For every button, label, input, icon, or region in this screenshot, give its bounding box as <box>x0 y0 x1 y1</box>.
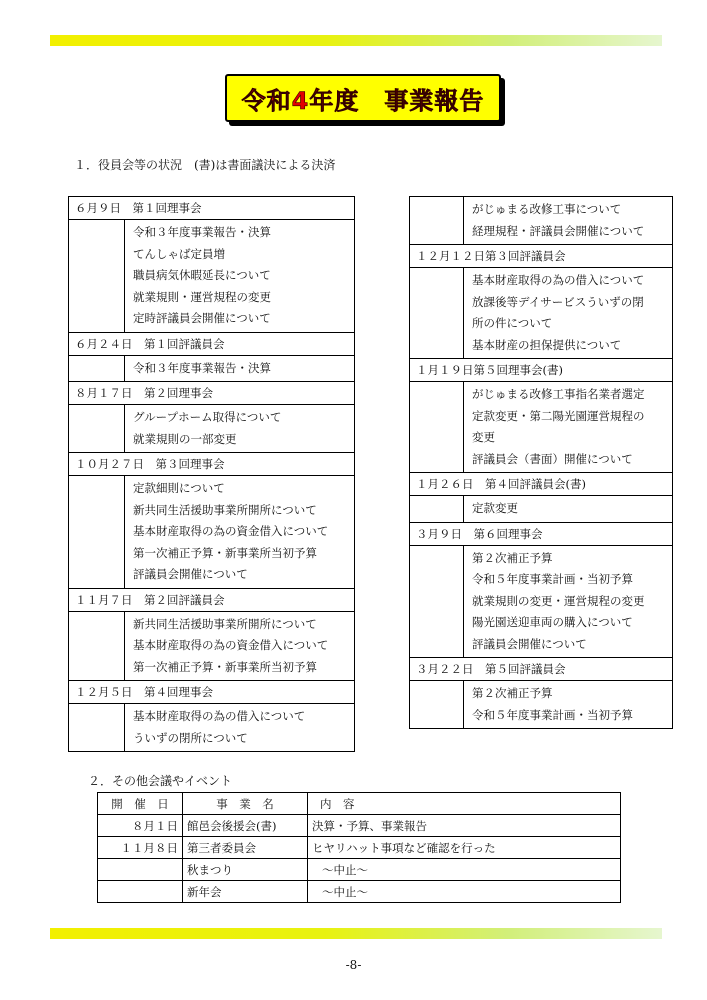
continued-agenda-row <box>410 197 673 245</box>
page-title: 令和4年度 事業報告 <box>241 86 485 115</box>
meeting-header-row <box>69 332 355 355</box>
agenda-item: 令和５年度事業計画・当初予算 <box>472 707 633 722</box>
agenda-item: 就業規則・運営規程の変更 <box>133 289 271 304</box>
agenda-items <box>125 355 355 382</box>
event-date-cell: ８月１日 <box>98 815 183 837</box>
meeting-header-row <box>410 473 673 496</box>
event-name-cell: 秋まつり <box>183 859 308 881</box>
agenda-items <box>125 476 355 589</box>
table-row <box>98 815 621 837</box>
meeting-agenda-row <box>69 476 355 589</box>
event-content-cell: ヒヤリハット事項など確認を行った <box>308 837 621 859</box>
agenda-indent-cell <box>410 681 464 729</box>
meeting-date-title: ８月１７日 第２回理事会 <box>69 382 355 405</box>
agenda-item: 基本財産取得の為の資金借入について <box>133 524 329 538</box>
agenda-item: 評議員会（書面）開催について <box>472 451 633 466</box>
meeting-header-row <box>410 359 673 382</box>
agenda-items <box>464 681 673 729</box>
event-date-cell: １１月８日 <box>98 837 183 859</box>
meeting-date-title: ３月２２日 第５回評議員会 <box>410 658 673 681</box>
agenda-item: 第２次補正予算 <box>472 550 553 565</box>
page-number: -8- <box>345 958 362 972</box>
meeting-header-row <box>69 453 355 476</box>
agenda-item: 評議員会開催について <box>472 636 587 651</box>
meeting-header-row <box>410 522 673 545</box>
other-events-header-row <box>98 793 621 815</box>
right-meetings-table <box>409 196 673 729</box>
agenda-item: 定款細則について <box>133 481 225 495</box>
agenda-item: がじゅまる改修工事について <box>472 202 622 216</box>
agenda-item: 所の件について <box>472 316 553 330</box>
agenda-item: ういずの閉所について <box>133 730 248 745</box>
meeting-agenda-row <box>410 496 673 523</box>
meeting-date-title: １１月７日 第２回評議員会 <box>69 588 355 611</box>
agenda-item: グループホーム取得について <box>133 410 282 424</box>
event-content-cell: ～中止～ <box>308 859 621 881</box>
agenda-items <box>125 611 355 681</box>
column-header-event: 事 業 名 <box>183 793 308 815</box>
agenda-items <box>464 197 673 245</box>
agenda-item: 定款変更・第二陽光園運営規程の <box>472 408 645 423</box>
meeting-header-row <box>69 588 355 611</box>
agenda-indent-cell <box>69 220 125 333</box>
left-meetings-table <box>68 196 355 752</box>
meeting-header-row <box>410 245 673 268</box>
agenda-item: 陽光園送迎車両の購入について <box>472 615 633 629</box>
agenda-items <box>125 220 355 333</box>
section2-heading: ２．その他会議やイベント <box>88 774 233 788</box>
meeting-date-title: ６月２４日 第１回評議員会 <box>69 332 355 355</box>
title-box <box>225 74 501 122</box>
meeting-agenda-row <box>69 704 355 752</box>
agenda-indent-cell <box>69 355 125 382</box>
other-events-table <box>97 792 621 903</box>
agenda-items <box>464 496 673 523</box>
event-content-cell: ～中止～ <box>308 881 621 903</box>
meeting-agenda-row <box>69 611 355 681</box>
meeting-date-title: １２月５日 第４回理事会 <box>69 681 355 704</box>
agenda-item: 新共同生活援助事業所開所について <box>133 616 317 631</box>
agenda-item: 基本財産取得の為の借入について <box>472 273 645 287</box>
event-date-cell <box>98 859 183 881</box>
agenda-item: 令和３年度事業報告・決算 <box>133 360 271 375</box>
agenda-indent-cell <box>410 268 464 359</box>
agenda-item: 評議員会開催について <box>133 567 248 581</box>
table-row <box>98 859 621 881</box>
agenda-item: 就業規則の変更・運営規程の変更 <box>472 593 645 608</box>
agenda-item: 第一次補正予算・新事業所当初予算 <box>133 659 317 674</box>
meeting-agenda-row <box>410 681 673 729</box>
meeting-date-title: ３月９日 第６回理事会 <box>410 522 673 545</box>
meeting-date-title: １月１９日第５回理事会(書) <box>410 359 673 382</box>
meeting-agenda-row <box>69 355 355 382</box>
agenda-items <box>464 545 673 658</box>
meeting-date-title: １月２６日 第４回評議員会(書) <box>410 473 673 496</box>
agenda-item: 放課後等デイサービスういずの閉 <box>472 294 644 309</box>
event-name-cell: 館邑会後援会(書) <box>183 815 308 837</box>
agenda-item: 基本財産の担保提供について <box>472 337 622 352</box>
meeting-header-row <box>69 382 355 405</box>
meeting-agenda-row <box>410 268 673 359</box>
agenda-item: 就業規則の一部変更 <box>133 431 237 446</box>
meeting-date-title: ６月９日 第１回理事会 <box>69 197 355 220</box>
meeting-date-title: １２月１２日第３回評議員会 <box>410 245 673 268</box>
meeting-agenda-row <box>410 382 673 473</box>
agenda-indent-cell <box>69 405 125 453</box>
agenda-item: 定時評議員会開催について <box>133 311 271 325</box>
agenda-indent-cell <box>410 496 464 523</box>
agenda-item: 基本財産取得の為の資金借入について <box>133 638 329 652</box>
agenda-item: 第２次補正予算 <box>472 686 553 700</box>
agenda-item: 新共同生活援助事業所開所について <box>133 502 317 517</box>
meeting-agenda-row <box>410 545 673 658</box>
agenda-indent-cell <box>69 476 125 589</box>
meeting-agenda-row <box>69 405 355 453</box>
agenda-items <box>464 382 673 473</box>
agenda-item: 職員病気休暇延長について <box>133 268 271 282</box>
agenda-item: 経理規程・評議員会開催について <box>472 223 645 238</box>
meeting-header-row <box>69 197 355 220</box>
meeting-date-title: １０月２７日 第３回理事会 <box>69 453 355 476</box>
agenda-indent-cell <box>410 197 464 245</box>
column-header-content: 内 容 <box>308 793 621 815</box>
meeting-header-row <box>69 681 355 704</box>
table-row <box>98 881 621 903</box>
bottom-decorative-bar <box>50 928 662 939</box>
top-decorative-bar <box>50 35 662 46</box>
meeting-agenda-row <box>69 220 355 333</box>
agenda-indent-cell <box>410 382 464 473</box>
section1-heading: １．役員会等の状況 (書)は書面議決による決済 <box>74 158 336 172</box>
agenda-items <box>125 405 355 453</box>
event-date-cell <box>98 881 183 903</box>
agenda-item: 令和５年度事業計画・当初予算 <box>472 572 633 586</box>
agenda-item: 令和３年度事業報告・決算 <box>133 225 271 239</box>
agenda-items <box>125 704 355 752</box>
agenda-items <box>464 268 673 359</box>
agenda-item: 定款変更 <box>472 501 518 515</box>
meeting-header-row <box>410 658 673 681</box>
column-header-date: 開 催 日 <box>98 793 183 815</box>
agenda-indent-cell <box>69 704 125 752</box>
event-content-cell: 決算・予算、事業報告 <box>308 815 621 837</box>
agenda-indent-cell <box>410 545 464 658</box>
agenda-item: てんしゃば定員増 <box>133 246 225 261</box>
agenda-item: 第一次補正予算・新事業所当初予算 <box>133 545 317 560</box>
agenda-item: 変更 <box>472 430 495 444</box>
agenda-item: 基本財産取得の為の借入について <box>133 709 306 723</box>
agenda-indent-cell <box>69 611 125 681</box>
table-row <box>98 837 621 859</box>
event-name-cell: 新年会 <box>183 881 308 903</box>
agenda-item: がじゅまる改修工事指名業者選定 <box>472 387 645 401</box>
event-name-cell: 第三者委員会 <box>183 837 308 859</box>
